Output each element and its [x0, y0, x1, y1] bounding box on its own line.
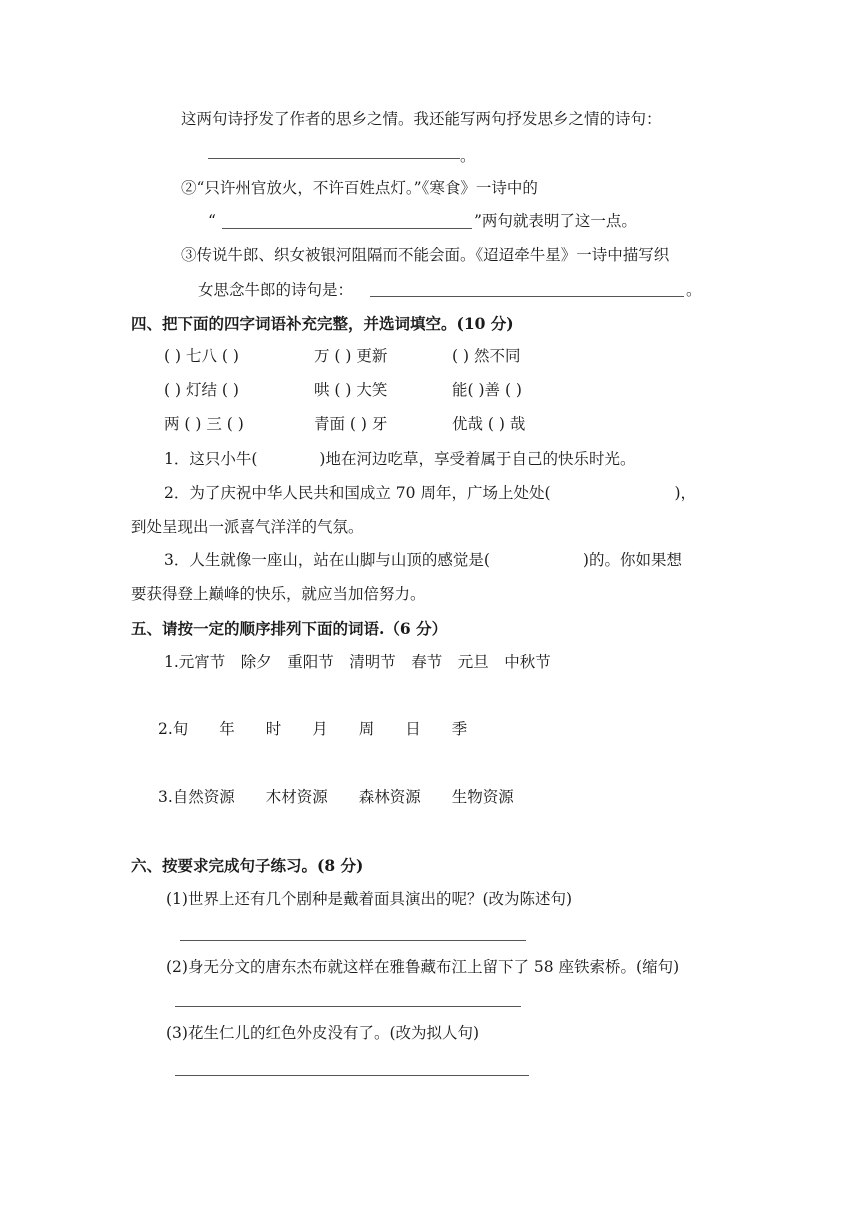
q3-item3-end: 。 — [686, 281, 702, 299]
q4-idiom-6[interactable]: 能( )善 ( ) — [452, 381, 522, 399]
q4-idiom-1[interactable]: ( ) 七八 ( ) — [164, 347, 239, 365]
q6-answer-line-2[interactable] — [175, 1006, 521, 1007]
q4-idiom-5[interactable]: 哄 ( ) 大笑 — [314, 381, 388, 399]
q3-item2-close: ”两句就表明了这一点。 — [474, 212, 637, 230]
q5-list-2: 2.旬 年 时 月 周 日 季 — [158, 720, 468, 738]
section-6-title: 六、按要求完成句子练习。(8 分) — [131, 856, 364, 875]
q4-sentence-2-cont: 到处呈现出一派喜气洋洋的气氛。 — [131, 518, 364, 536]
q3-line1-end: 。 — [460, 147, 476, 165]
q4-sentence-1[interactable]: 1．这只小牛( )地在河边吃草，享受着属于自己的快乐时光。 — [164, 450, 636, 468]
q4-sentence-3-cont: 要获得登上巅峰的快乐，就应当加倍努力。 — [131, 585, 426, 603]
q6-answer-line-1[interactable] — [180, 940, 526, 941]
section-4-title: 四、把下面的四字词语补充完整，并选词填空。(10 分) — [131, 314, 514, 333]
q6-answer-line-3[interactable] — [175, 1075, 529, 1076]
q4-idiom-9[interactable]: 优哉 ( ) 哉 — [452, 415, 526, 433]
q3-line1: 这两句诗抒发了作者的思乡之情。我还能写两句抒发思乡之情的诗句： — [181, 110, 662, 128]
q6-prompt-3: (3)花生仁儿的红色外皮没有了。(改为拟人句) — [166, 1024, 480, 1042]
q6-prompt-1: (1)世界上还有几个剧种是戴着面具演出的呢？(改为陈述句) — [166, 890, 573, 908]
q6-prompt-2: (2)身无分文的唐东杰布就这样在雅鲁藏布江上留下了 58 座铁索桥。(缩句) — [166, 958, 680, 976]
q3-item2-line: ②“只许州官放火，不许百姓点灯。”《寒食》一诗中的 — [181, 179, 538, 197]
q4-idiom-7[interactable]: 两 ( ) 三 ( ) — [164, 415, 244, 433]
q4-idiom-2[interactable]: 万 ( ) 更新 — [314, 347, 388, 365]
q4-sentence-2[interactable]: 2．为了庆祝中华人民共和国成立 70 周年，广场上处处( )， — [164, 484, 697, 502]
section-5-title: 五、请按一定的顺序排列下面的词语.（6 分） — [131, 619, 448, 638]
q3-answer-line-1[interactable] — [208, 158, 460, 159]
q3-item3-prompt: 女思念牛郎的诗句是： — [198, 281, 354, 299]
q3-item2-open-quote: “ — [208, 212, 216, 230]
q5-list-3: 3.自然资源 木材资源 森林资源 生物资源 — [158, 788, 514, 806]
q5-list-1: 1.元宵节 除夕 重阳节 清明节 春节 元旦 中秋节 — [164, 653, 551, 671]
q4-idiom-4[interactable]: ( ) 灯结 ( ) — [164, 381, 239, 399]
q3-answer-line-3[interactable] — [370, 296, 684, 297]
q3-answer-line-2[interactable] — [222, 228, 472, 229]
q3-item3-line: ③传说牛郎、织女被银河阻隔而不能会面。《迢迢牵牛星》一诗中描写织 — [181, 246, 670, 264]
q4-idiom-8[interactable]: 青面 ( ) 牙 — [314, 415, 388, 433]
q4-idiom-3[interactable]: ( ) 然不同 — [452, 347, 521, 365]
q4-sentence-3[interactable]: 3．人生就像一座山，站在山脚与山顶的感觉是( )的。你如果想 — [164, 551, 682, 569]
